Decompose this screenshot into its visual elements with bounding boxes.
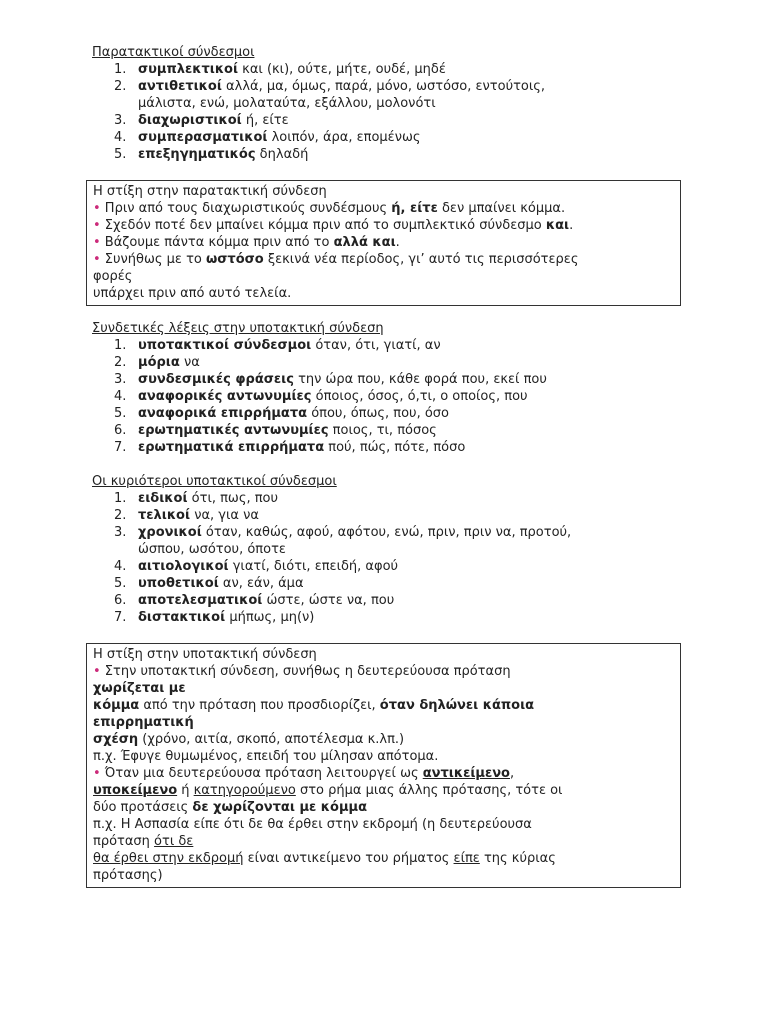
- item-number: 2.: [114, 79, 127, 94]
- item-term: αναφορικές αντωνυμίες: [138, 389, 312, 404]
- item-term: αιτιολογικοί: [138, 559, 229, 574]
- list-item: [92, 354, 682, 371]
- item-number: 7.: [114, 610, 127, 625]
- item-number: 1.: [114, 491, 127, 506]
- box-line: πρόταση ότι δε: [93, 834, 194, 849]
- item-examples: λοιπόν, άρα, επομένως: [267, 130, 421, 145]
- item-number: 5.: [114, 147, 127, 162]
- list-item: [92, 507, 682, 524]
- item-number: 5.: [114, 406, 127, 421]
- bullet-icon: •: [93, 235, 101, 250]
- list-item: [92, 490, 682, 507]
- box-line: δύο προτάσεις δε χωρίζονται με κόμμα: [93, 800, 368, 815]
- conjunction-list: [92, 337, 682, 456]
- item-examples: την ώρα που, κάθε φορά που, εκεί που: [293, 372, 547, 387]
- item-number: 6.: [114, 593, 127, 608]
- item-term: τελικοί: [138, 508, 191, 523]
- list-item: [92, 575, 682, 592]
- section-heading: Οι κυριότεροι υποτακτικοί σύνδεσμοι: [92, 474, 337, 489]
- list-item: [92, 146, 682, 163]
- item-number: 2.: [114, 508, 127, 523]
- list-item: [92, 439, 682, 456]
- item-term: διαχωριστικοί: [138, 113, 242, 128]
- list-item: [92, 422, 682, 439]
- box-title: Η στίξη στην παρατακτική σύνδεση: [93, 184, 327, 199]
- section-subordinate-words: [92, 320, 682, 456]
- item-examples: γιατί, διότι, επειδή, αφού: [228, 559, 399, 574]
- box-line: π.χ. Έφυγε θυμωμένος, επειδή του μίλησαν απότομα.: [93, 749, 439, 764]
- item-term: υποτακτικοί σύνδεσμοι: [138, 338, 312, 353]
- item-number: 3.: [114, 525, 127, 540]
- item-term: υποθετικοί: [138, 576, 219, 591]
- item-term: αναφορικά επιρρήματα: [138, 406, 308, 421]
- section-heading: Συνδετικές λέξεις στην υποτακτική σύνδεση: [92, 321, 384, 336]
- list-item: [92, 61, 682, 78]
- item-number: 2.: [114, 355, 127, 370]
- list-item: [92, 609, 682, 626]
- item-term: επεξηγηματικός: [138, 147, 256, 162]
- bullet-icon: •: [93, 252, 101, 267]
- item-examples: όποιος, όσος, ό,τι, ο οποίος, που: [311, 389, 528, 404]
- item-number: 3.: [114, 113, 127, 128]
- item-number: 1.: [114, 338, 127, 353]
- item-number: 7.: [114, 440, 127, 455]
- item-examples: να, για να: [190, 508, 259, 523]
- conjunction-list: [92, 61, 682, 163]
- box-line: • Συνήθως με το ωστόσο ξεκινά νέα περίοδος, γι’ αυτό τις περισσότερες: [93, 252, 579, 267]
- item-term: χρονικοί: [138, 525, 202, 540]
- item-number: 3.: [114, 372, 127, 387]
- item-term: αποτελεσματικοί: [138, 593, 263, 608]
- box-line: • Σχεδόν ποτέ δεν μπαίνει κόμμα πριν από το συμπλεκτικό σύνδεσμο και.: [93, 218, 574, 233]
- list-item: [92, 405, 682, 422]
- item-term: ερωτηματικά επιρρήματα: [138, 440, 325, 455]
- item-number: 4.: [114, 130, 127, 145]
- item-examples: δηλαδή: [255, 147, 309, 162]
- item-examples: όταν, καθώς, αφού, αφότου, ενώ, πριν, πριν να, προτού,: [201, 525, 572, 540]
- item-term: μόρια: [138, 355, 180, 370]
- item-term: ερωτηματικές αντωνυμίες: [138, 423, 329, 438]
- box-title: Η στίξη στην υποτακτική σύνδεση: [93, 647, 317, 662]
- item-examples-continued: μάλιστα, ενώ, μολαταύτα, εξάλλου, μολονότι: [138, 96, 436, 111]
- box-line: π.χ. Η Ασπασία είπε ότι δε θα έρθει στην εκδρομή (η δευτερεύουσα: [93, 817, 532, 832]
- item-term: συνδεσμικές φράσεις: [138, 372, 294, 387]
- item-number: 1.: [114, 62, 127, 77]
- list-item: [92, 524, 682, 558]
- item-examples: να: [179, 355, 200, 370]
- list-item: [92, 592, 682, 609]
- item-examples: ή, είτε: [241, 113, 289, 128]
- box-line: φορές: [93, 269, 133, 284]
- item-number: 6.: [114, 423, 127, 438]
- bullet-icon: •: [93, 766, 101, 781]
- bullet-icon: •: [93, 218, 101, 233]
- box-line: • Όταν μια δευτερεύουσα πρόταση λειτουργεί ως αντικείμενο,: [93, 766, 515, 781]
- box-line: πρότασης): [93, 868, 163, 883]
- list-item: [92, 371, 682, 388]
- item-examples: όπου, όπως, που, όσο: [307, 406, 449, 421]
- punctuation-box-paratactic: [86, 180, 681, 306]
- item-examples-continued: ώσπου, ωσότου, όποτε: [138, 542, 286, 557]
- item-term: συμπερασματικοί: [138, 130, 268, 145]
- box-line: χωρίζεται με: [93, 681, 186, 696]
- item-examples: αν, εάν, άμα: [218, 576, 304, 591]
- list-item: [92, 129, 682, 146]
- bullet-icon: •: [93, 201, 101, 216]
- bullet-icon: •: [93, 664, 101, 679]
- item-examples: όταν, ότι, γιατί, αν: [311, 338, 441, 353]
- item-number: 5.: [114, 576, 127, 591]
- item-term: συμπλεκτικοί: [138, 62, 239, 77]
- item-term: ειδικοί: [138, 491, 188, 506]
- item-term: διστακτικοί: [138, 610, 226, 625]
- box-line: υπάρχει πριν από αυτό τελεία.: [93, 286, 292, 301]
- section-paratactic: [92, 44, 682, 163]
- item-examples: πού, πώς, πότε, πόσο: [324, 440, 466, 455]
- item-term: αντιθετικοί: [138, 79, 222, 94]
- box-line: • Βάζουμε πάντα κόμμα πριν από το αλλά και.: [93, 235, 400, 250]
- item-examples: ότι, πως, που: [187, 491, 279, 506]
- list-item: [92, 337, 682, 354]
- item-number: 4.: [114, 559, 127, 574]
- box-line: επιρρηματική: [93, 715, 194, 730]
- section-heading: Παρατακτικοί σύνδεσμοι: [92, 45, 255, 60]
- item-number: 4.: [114, 389, 127, 404]
- box-line: • Πριν από τους διαχωριστικούς συνδέσμους ή, είτε δεν μπαίνει κόμμα.: [93, 201, 566, 216]
- item-examples: και (κι), ούτε, μήτε, ουδέ, μηδέ: [238, 62, 446, 77]
- list-item: [92, 112, 682, 129]
- list-item: [92, 388, 682, 405]
- conjunction-list: [92, 490, 682, 626]
- item-examples: ποιος, τι, πόσος: [328, 423, 437, 438]
- box-line: • Στην υποτακτική σύνδεση, συνήθως η δευτερεύουσα πρόταση: [93, 664, 511, 679]
- box-line: κόμμα από την πρόταση που προσδιορίζει, όταν δηλώνει κάποια: [93, 698, 535, 713]
- item-examples: ώστε, ώστε να, που: [262, 593, 395, 608]
- list-item: [92, 558, 682, 575]
- item-examples: μήπως, μη(ν): [225, 610, 315, 625]
- item-examples: αλλά, μα, όμως, παρά, μόνο, ωστόσο, εντούτοις,: [221, 79, 546, 94]
- box-line: θα έρθει στην εκδρομή είναι αντικείμενο του ρήματος είπε της κύριας: [93, 851, 556, 866]
- list-item: [92, 78, 682, 112]
- box-line: υποκείμενο ή κατηγορούμενο στο ρήμα μιας άλλης πρότασης, τότε οι: [93, 783, 563, 798]
- section-main-subordinate: [92, 473, 682, 626]
- box-line: σχέση (χρόνο, αιτία, σκοπό, αποτέλεσμα κ.λπ.): [93, 732, 405, 747]
- punctuation-box-subordinate: [86, 643, 681, 888]
